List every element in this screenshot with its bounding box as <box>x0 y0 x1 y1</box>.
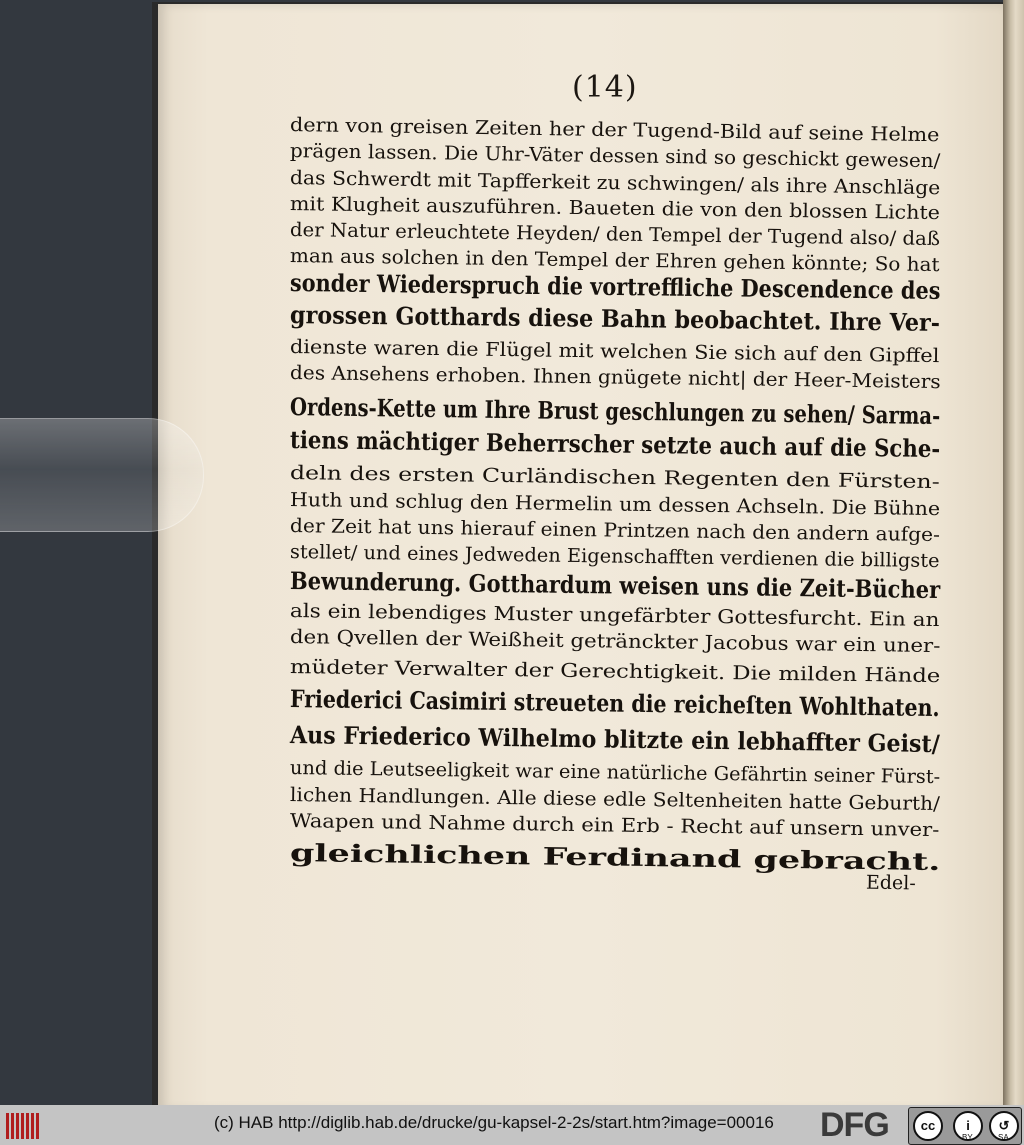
sa-icon: ↺ <box>989 1111 1019 1141</box>
text-line: Huth und schlug den Hermelin um dessen Achseln. Die Bühne <box>289 489 941 521</box>
text-line: den Qvellen der Weißheit getränckter Jacobus war ein uner- <box>289 626 941 658</box>
text-line: tiens mächtiger Beherrscher setzte auch auf die Sche- <box>289 425 941 464</box>
by-icon: i <box>953 1111 983 1141</box>
text-line: grossen Gotthards diese Bahn beobachtet. Ihre Ver- <box>289 300 941 337</box>
text-line: dern von greisen Zeiten her der Tugend-Bild auf seine Helme <box>289 114 940 147</box>
text-line: als ein lebendiges Muster ungefärbter Gottesfurcht. Ein an <box>289 600 940 632</box>
text-line: der Zeit hat uns hierauf einen Printzen nach den andern aufge- <box>289 515 941 547</box>
text-line: gleichlichen Ferdinand gebracht. <box>289 838 941 877</box>
glass-weight <box>0 418 204 532</box>
page-number: (14) <box>572 70 638 105</box>
cc-license-badge[interactable] <box>908 1107 1022 1145</box>
text-line: Aus Friederico Wilhelmo blitzte ein lebhaffter Geist/ <box>289 720 941 759</box>
hab-logo-icon <box>6 1113 46 1139</box>
text-line: mit Klugheit auszuführen. Baueten die von den blossen Lichte <box>289 193 941 225</box>
page-edge <box>1003 0 1024 1105</box>
text-line: prägen lassen. Die Uhr-Väter dessen sind so geschickt gewesen/ <box>289 140 941 173</box>
text-line: dienste waren die Flügel mit welchen Sie sich auf den Gipffel <box>289 336 940 368</box>
dfg-logo: DFG <box>820 1106 889 1144</box>
text-line: und die Leutseeligkeit war eine natürliche Gefährtin seiner Fürst- <box>289 757 941 789</box>
text-line: Friederici Casimiri streueten die reicheſten Wohlthaten. <box>289 684 940 723</box>
text-line: Ordens-Kette um Ihre Brust geschlungen zu sehen/ Sarma- <box>289 392 941 431</box>
text-line: man aus solchen in den Tempel der Ehren gehen könnte; So hat <box>289 245 940 277</box>
text-line: deln des ersten Curländischen Regenten den Fürsten- <box>289 462 940 494</box>
text-line: des Ansehens erhoben. Ihnen gnügete nicht| der Heer-Meisters <box>289 362 941 394</box>
text-line: lichen Handlungen. Alle diese edle Seltenheiten hatte Geburth/ <box>289 784 941 816</box>
text-line: der Natur erleuchtete Heyden/ den Tempel der Tugend also/ daß <box>289 219 941 251</box>
text-line: Waapen und Nahme durch ein Erb - Recht auf unsern unver- <box>289 810 940 842</box>
footer-credit-link[interactable]: (c) HAB http://diglib.hab.de/drucke/gu-kapsel-2-2s/start.htm?image=00016 <box>214 1113 774 1132</box>
text-line: stellet/ und eines Jedweden Eigenschafften verdienen die billigste <box>289 541 940 573</box>
catchword: Edel- <box>865 871 916 895</box>
text-line: Bewunderung. Gotthardum weisen uns die Zeit-Bücher <box>289 566 941 605</box>
by-label: BY <box>962 1133 973 1142</box>
cc-icon: cc <box>913 1111 943 1141</box>
sa-label: SA <box>998 1133 1009 1142</box>
text-line: das Schwerdt mit Tapfferkeit zu schwingen/ als ihre Anschläge <box>289 167 941 200</box>
text-line: sonder Wiederspruch die vortreffliche Descendence des <box>289 268 941 305</box>
text-line: müdeter Verwalter der Gerechtigkeit. Die milden Hände <box>289 656 941 688</box>
